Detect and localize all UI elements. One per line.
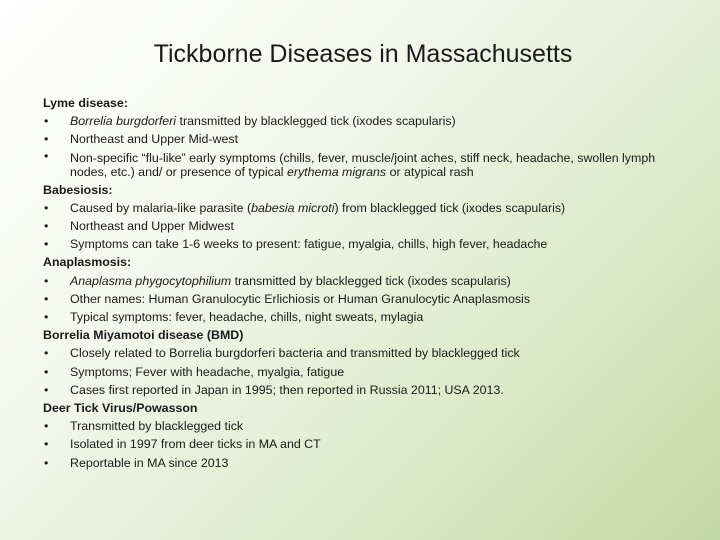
bullet-dot-icon: •: [44, 114, 49, 129]
bullet-item: [43, 130, 693, 148]
bullet-dot-icon: •: [44, 310, 49, 325]
bullet-dot-icon: •: [44, 200, 49, 215]
bullet-dot-icon: •: [44, 273, 49, 288]
bullet-dot-icon: •: [44, 219, 49, 234]
bullet-item: [43, 344, 693, 362]
section-heading-bmd: Borrelia Miyamotoi disease (BMD): [43, 328, 244, 343]
bullet-item: [43, 272, 693, 290]
bullet-item: [43, 454, 693, 472]
section-heading-babesiosis: Babesiosis:: [43, 182, 113, 197]
bullet-italic: Anaplasma phygocytophilium: [70, 273, 232, 288]
bullet-text: Symptoms; Fever with headache, myalgia, fatigue: [70, 364, 345, 379]
bullet-dot-icon: •: [44, 419, 49, 434]
bullet-text: Northeast and Upper Midwest: [70, 219, 234, 234]
bullet-text: Cases first reported in Japan in 1995; then reported in Russia 2011; USA 2013.: [70, 382, 504, 397]
bullet-italic: babesia microti: [251, 200, 335, 215]
bullet-item: [43, 149, 693, 181]
bullet-dot-icon: •: [44, 364, 49, 379]
bullet-text: Typical symptoms: fever, headache, chills, night sweats, mylagia: [70, 310, 424, 325]
bullet-item: [43, 235, 693, 253]
bullet-item: [43, 217, 693, 235]
bullet-dot-icon: •: [44, 291, 49, 306]
bullet-text: transmitted by blacklegged tick (ixodes scapularis): [176, 114, 456, 129]
bullet-item: [43, 199, 693, 217]
bullet-text: Isolated in 1997 from deer ticks in MA and CT: [70, 437, 321, 452]
slide-title: Tickborne Diseases in Massachusetts: [153, 40, 573, 68]
bullet-text: Reportable in MA since 2013: [70, 455, 229, 470]
bullet-item: [43, 381, 693, 399]
bullet-italic: Borrelia burgdorferi: [70, 114, 177, 129]
bullet-text: Caused by malaria-like parasite (: [70, 200, 252, 215]
bullet-dot-icon: •: [44, 382, 49, 397]
bullet-text: Other names: Human Granulocytic Erlichiosis or Human Granulocytic Anaplasmosis: [70, 291, 531, 306]
bullet-dot-icon: •: [44, 132, 49, 147]
bullet-text: ) from blacklegged tick (ixodes scapularis): [334, 200, 566, 215]
bullet-text: Symptoms can take 1-6 weeks to present: fatigue, myalgia, chills, high fever, headache: [70, 237, 548, 252]
bullet-dot-icon: •: [44, 346, 49, 361]
bullet-text: Non-specific “flu-like” early symptoms (chills, fever, muscle/joint aches, stiff neck, headache, swollen lymph nodes, etc.) and/ or presence of typical: [70, 150, 656, 179]
section-heading-anaplasmosis: Anaplasmosis:: [43, 255, 132, 270]
section-heading-deer-tick-virus: Deer Tick Virus/Powasson: [43, 401, 198, 416]
bullet-text: Transmitted by blacklegged tick: [70, 419, 244, 434]
section-heading-lyme: Lyme disease:: [43, 96, 128, 110]
bullet-text: transmitted by blacklegged tick (ixodes scapularis): [231, 273, 511, 288]
slide-content: [43, 94, 693, 472]
bullet-item: [43, 112, 693, 130]
bullet-item: [43, 363, 693, 381]
bullet-dot-icon: •: [44, 455, 49, 470]
bullet-item: [43, 435, 693, 453]
bullet-item: [43, 308, 693, 326]
bullet-dot-icon: •: [44, 237, 49, 252]
bullet-italic: erythema migrans: [286, 164, 387, 179]
bullet-dot-icon: •: [44, 148, 49, 163]
bullet-item: [43, 290, 693, 308]
bullet-dot-icon: •: [44, 437, 49, 452]
bullet-text: or atypical rash: [386, 164, 474, 179]
bullet-text: Closely related to Borrelia burgdorferi bacteria and transmitted by blacklegged tick: [70, 346, 520, 361]
bullet-item: [43, 417, 693, 435]
bullet-text: Northeast and Upper Mid-west: [70, 132, 239, 147]
